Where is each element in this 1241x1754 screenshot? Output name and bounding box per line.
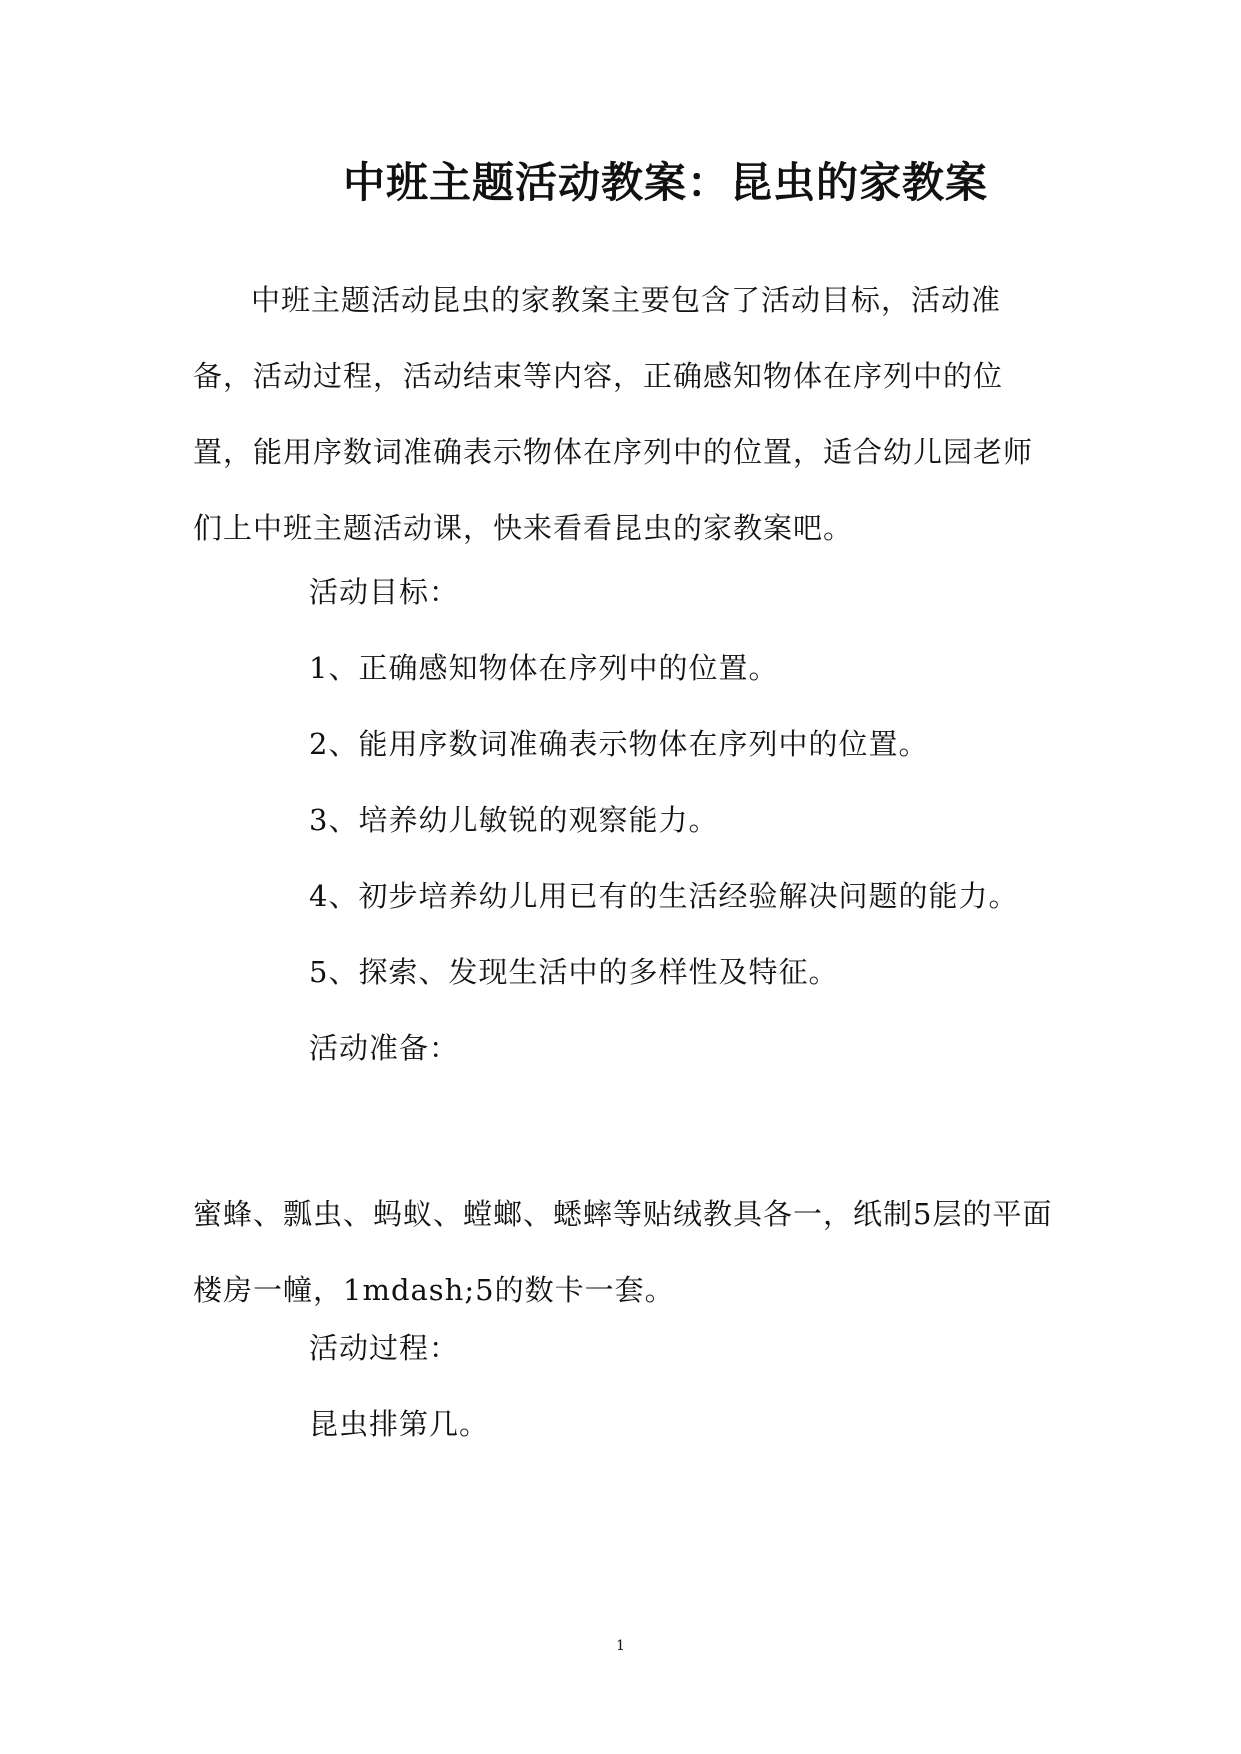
prep-heading: 活动准备： bbox=[309, 1031, 460, 1065]
document-title: 中班主题活动教案：昆虫的家教案 bbox=[342, 158, 988, 207]
goal-item-5: 5、探索、发现生活中的多样性及特征。 bbox=[309, 955, 839, 989]
goal-item-2: 2、能用序数词准确表示物体在序列中的位置。 bbox=[309, 727, 929, 761]
intro-paragraph: 中班主题活动昆虫的家教案主要包含了活动目标，活动准备，活动过程，活动结束等内容，正确感知物体在序列中的位置，能用序数词准确表示物体在序列中的位置，适合幼儿园老师们上中班主题活动课，快来看看昆虫的家教案吧。 bbox=[193, 283, 1034, 545]
goal-item-3: 3、培养幼儿敏锐的观察能力。 bbox=[309, 803, 719, 837]
goal-item-4: 4、初步培养幼儿用已有的生活经验解决问题的能力。 bbox=[309, 879, 1019, 913]
process-step: 昆虫排第几。 bbox=[309, 1407, 490, 1441]
goals-heading: 活动目标： bbox=[309, 575, 460, 609]
process-heading: 活动过程： bbox=[309, 1331, 460, 1365]
goal-item-1: 1、正确感知物体在序列中的位置。 bbox=[309, 651, 779, 685]
page-number: 1 bbox=[616, 1638, 625, 1654]
prep-materials: 蜜蜂、瓢虫、蚂蚁、螳螂、蟋蟀等贴绒教具各一，纸制5层的平面楼房一幢，1mdash;5的数卡一套。 bbox=[193, 1197, 1053, 1307]
